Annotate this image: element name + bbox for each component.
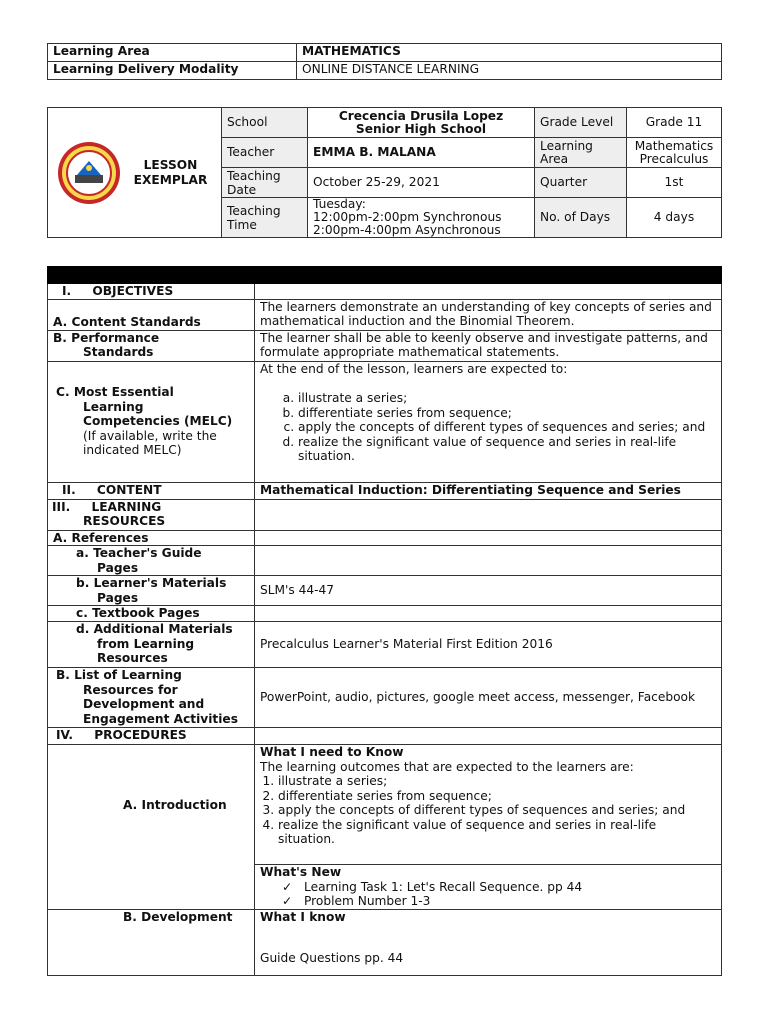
list-item: 3. apply the concepts of different types of sequences and series; and [278,803,716,818]
list-label-2: Resources for [83,682,178,697]
exemplar-table [47,107,722,238]
list-item: 4. realize the significant value of sequence and series in real-life situation. [278,818,716,847]
date-value: October 25-29, 2021 [308,168,535,198]
performance-label-1: B. Performance [53,330,160,345]
time-label-line1: Teaching [227,203,281,218]
exemplar-title-line1: LESSON [143,158,198,172]
lm-value: SLM's 44-47 [255,576,722,606]
add-value: Precalculus Learner's Material First Edition 2016 [255,622,722,668]
new-title: What's New [260,865,342,879]
add-label-1: d. Additional Materials [76,622,233,636]
tg-label-2: Pages [97,560,139,575]
list-label-3: Development and [83,697,205,711]
need-title: What I need to Know [260,745,404,759]
add-label-2: from Learning [97,636,195,651]
intro-label: A. Introduction [48,745,255,865]
need-intro: The learning outcomes that are expected to the learners are: [260,759,634,774]
quarter-value: 1st [627,168,722,198]
content-label: II. CONTENT [48,482,255,499]
time-value-line2: 12:00pm-2:00pm Synchronous [313,210,502,224]
list-label-4: Engagement Activities [83,711,238,726]
objectives-label: I. OBJECTIVES [48,284,255,300]
new-list [260,880,716,909]
melc-list [260,391,716,464]
school-seal-icon [53,141,125,205]
need-list [260,774,716,847]
time-value-line1: Tuesday: [313,197,366,211]
know-title: What I know [260,909,346,924]
modality-label: Learning Delivery Modality [48,62,297,80]
date-label-line1: Teaching [227,168,281,183]
time-label-line2: Time [227,217,257,232]
resources-label-2: RESOURCES [83,514,166,528]
add-label-3: Resources [97,651,168,665]
lesson-plan-table [47,266,722,976]
melc-label-5: indicated MELC) [83,443,182,458]
list-item: b. differentiate series from sequence; [298,406,716,421]
area-label-line2: Area [540,151,569,166]
school-value-line1: Crecencia Drusila Lopez [338,108,504,123]
school-value-line2: Senior High School [355,121,487,136]
days-value: 4 days [627,198,722,238]
dev-label: B. Development [48,909,255,975]
grade-label: Grade Level [535,108,627,138]
list-item: d. realize the significant value of sequence and series in real-life situation. [298,435,716,464]
learning-area-label: Learning Area [48,44,297,62]
melc-label-3: Competencies (MELC) [83,414,233,429]
list-item: c. apply the concepts of different types of sequences and series; and [298,420,716,435]
tg-label-1: a. Teacher's Guide [76,546,202,560]
references-label: A. References [48,530,255,546]
list-label-1: B. List of Learning [56,668,182,682]
exemplar-title-line2: EXEMPLAR [133,172,208,187]
tb-label: c. Textbook Pages [48,606,255,622]
lm-label-2: Pages [97,590,139,605]
list-item: ✓ Learning Task 1: Let's Recall Sequence. pp 44 [304,880,716,895]
exemplar-logo-cell [48,108,222,238]
melc-label-1: C. Most Essential [56,385,174,400]
time-value-line3: 2:00pm-4:00pm Asynchronous [313,223,501,237]
lm-label-1: b. Learner's Materials [76,576,227,590]
school-label: School [222,108,308,138]
melc-label-4: (If available, write the [83,428,217,443]
content-standards-label: A. Content Standards [48,299,255,330]
list-item: a. illustrate a series; [298,391,716,406]
performance-label-2: Standards [83,345,154,359]
list-item: 2. differentiate series from sequence; [278,789,716,804]
procedures-label: IV. PROCEDURES [48,728,255,745]
list-value: PowerPoint, audio, pictures, google meet access, messenger, Facebook [255,668,722,728]
content-standards-text: The learners demonstrate an understanding of key concepts of series and mathematical induction and the Binomial Theorem. [255,299,722,330]
area-label-line1: Learning [540,138,593,153]
resources-label-1: III. LEARNING [52,499,162,514]
date-label-line2: Date [227,182,257,197]
list-item: ✓ Problem Number 1-3 [304,894,716,909]
performance-text: The learner shall be able to keenly observe and investigate patterns, and formulate appropriate mathematical statements. [255,330,722,361]
list-item: 1. illustrate a series; [278,774,716,789]
content-value: Mathematical Induction: Differentiating Sequence and Series [255,482,722,499]
melc-label-2: Learning [83,399,144,414]
teacher-value: EMMA B. MALANA [308,138,535,168]
header-table [47,43,722,80]
days-label: No. of Days [535,198,627,238]
area-value-line2: Precalculus [639,151,709,166]
quarter-label: Quarter [535,168,627,198]
know-text: Guide Questions pp. 44 [260,951,404,965]
plan-header-bar [48,267,722,284]
grade-value: Grade 11 [627,108,722,138]
melc-intro: At the end of the lesson, learners are expected to: [260,361,568,376]
area-value-line1: Mathematics [634,138,714,153]
learning-area-value: MATHEMATICS [297,44,722,62]
modality-value: ONLINE DISTANCE LEARNING [297,62,722,80]
teacher-label: Teacher [222,138,308,168]
